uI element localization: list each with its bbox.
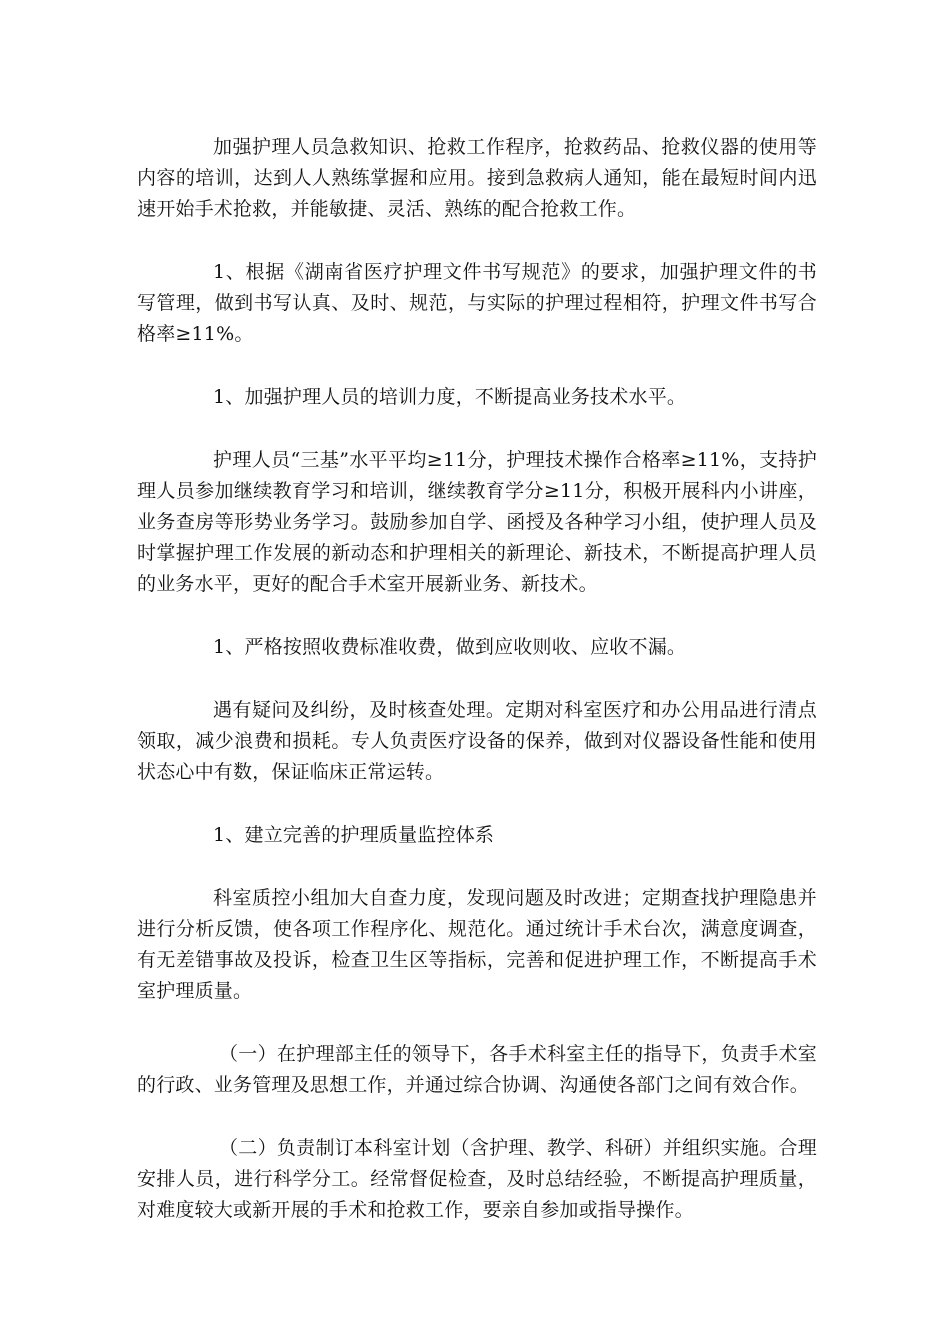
- paragraph-duty-two: （二）负责制订本科室计划（含护理、教学、科研）并组织实施。合理安排人员，进行科学分工。经常督促检查，及时总结经验，不断提高护理质量，对难度较大或新开展的手术和抢救工作，要亲自参加或指导操作。: [137, 1137, 817, 1221]
- paragraph-charging-heading: 1、严格按照收费标准收费，做到应收则收、应收不漏。: [213, 636, 687, 658]
- paragraph-duty-one: （一）在护理部主任的领导下，各手术科室主任的指导下，负责手术室的行政、业务管理及思想工作，并通过综合协调、沟通使各部门之间有效合作。: [137, 1043, 817, 1096]
- paragraph-three-basics: 护理人员“三基”水平平均≥11分，护理技术操作合格率≥11%，支持护理人员参加继续教育学习和培训，继续教育学分≥11分，积极开展科内小讲座，业务查房等形势业务学习。鼓励参加自学、函授及各种学习小组，使护理人员及时掌握护理工作发展的新动态和护理相关的新理论、新技术，不断提高护理人员的业务水平，更好的配合手术室开展新业务、新技术。: [137, 449, 817, 595]
- paragraph-disputes-equipment: 遇有疑问及纠纷，及时核查处理。定期对科室医疗和办公用品进行清点领取，减少浪费和损耗。专人负责医疗设备的保养，做到对仪器设备性能和使用状态心中有数，保证临床正常运转。: [137, 699, 817, 783]
- paragraph-quality-heading: 1、建立完善的护理质量监控体系: [213, 824, 495, 846]
- paragraph-training-heading: 1、加强护理人员的培训力度，不断提高业务技术水平。: [213, 386, 687, 408]
- paragraph-quality-control: 科室质控小组加大自查力度，发现问题及时改进；定期查找护理隐患并进行分析反馈，使各项工作程序化、规范化。通过统计手术台次，满意度调查，有无差错事故及投诉，检查卫生区等指标，完善和促进护理工作，不断提高手术室护理质量。: [137, 887, 817, 1002]
- paragraph-nursing-documents: 1、根据《湖南省医疗护理文件书写规范》的要求，加强护理文件的书写管理，做到书写认真、及时、规范，与实际的护理过程相符，护理文件书写合格率≥11%。: [137, 261, 817, 345]
- document-body: [137, 132, 817, 1258]
- paragraph-emergency-training: 加强护理人员急救知识、抢救工作程序，抢救药品、抢救仪器的使用等内容的培训，达到人人熟练掌握和应用。接到急救病人通知，能在最短时间内迅速开始手术抢救，并能敏捷、灵活、熟练的配合抢救工作。: [137, 136, 817, 220]
